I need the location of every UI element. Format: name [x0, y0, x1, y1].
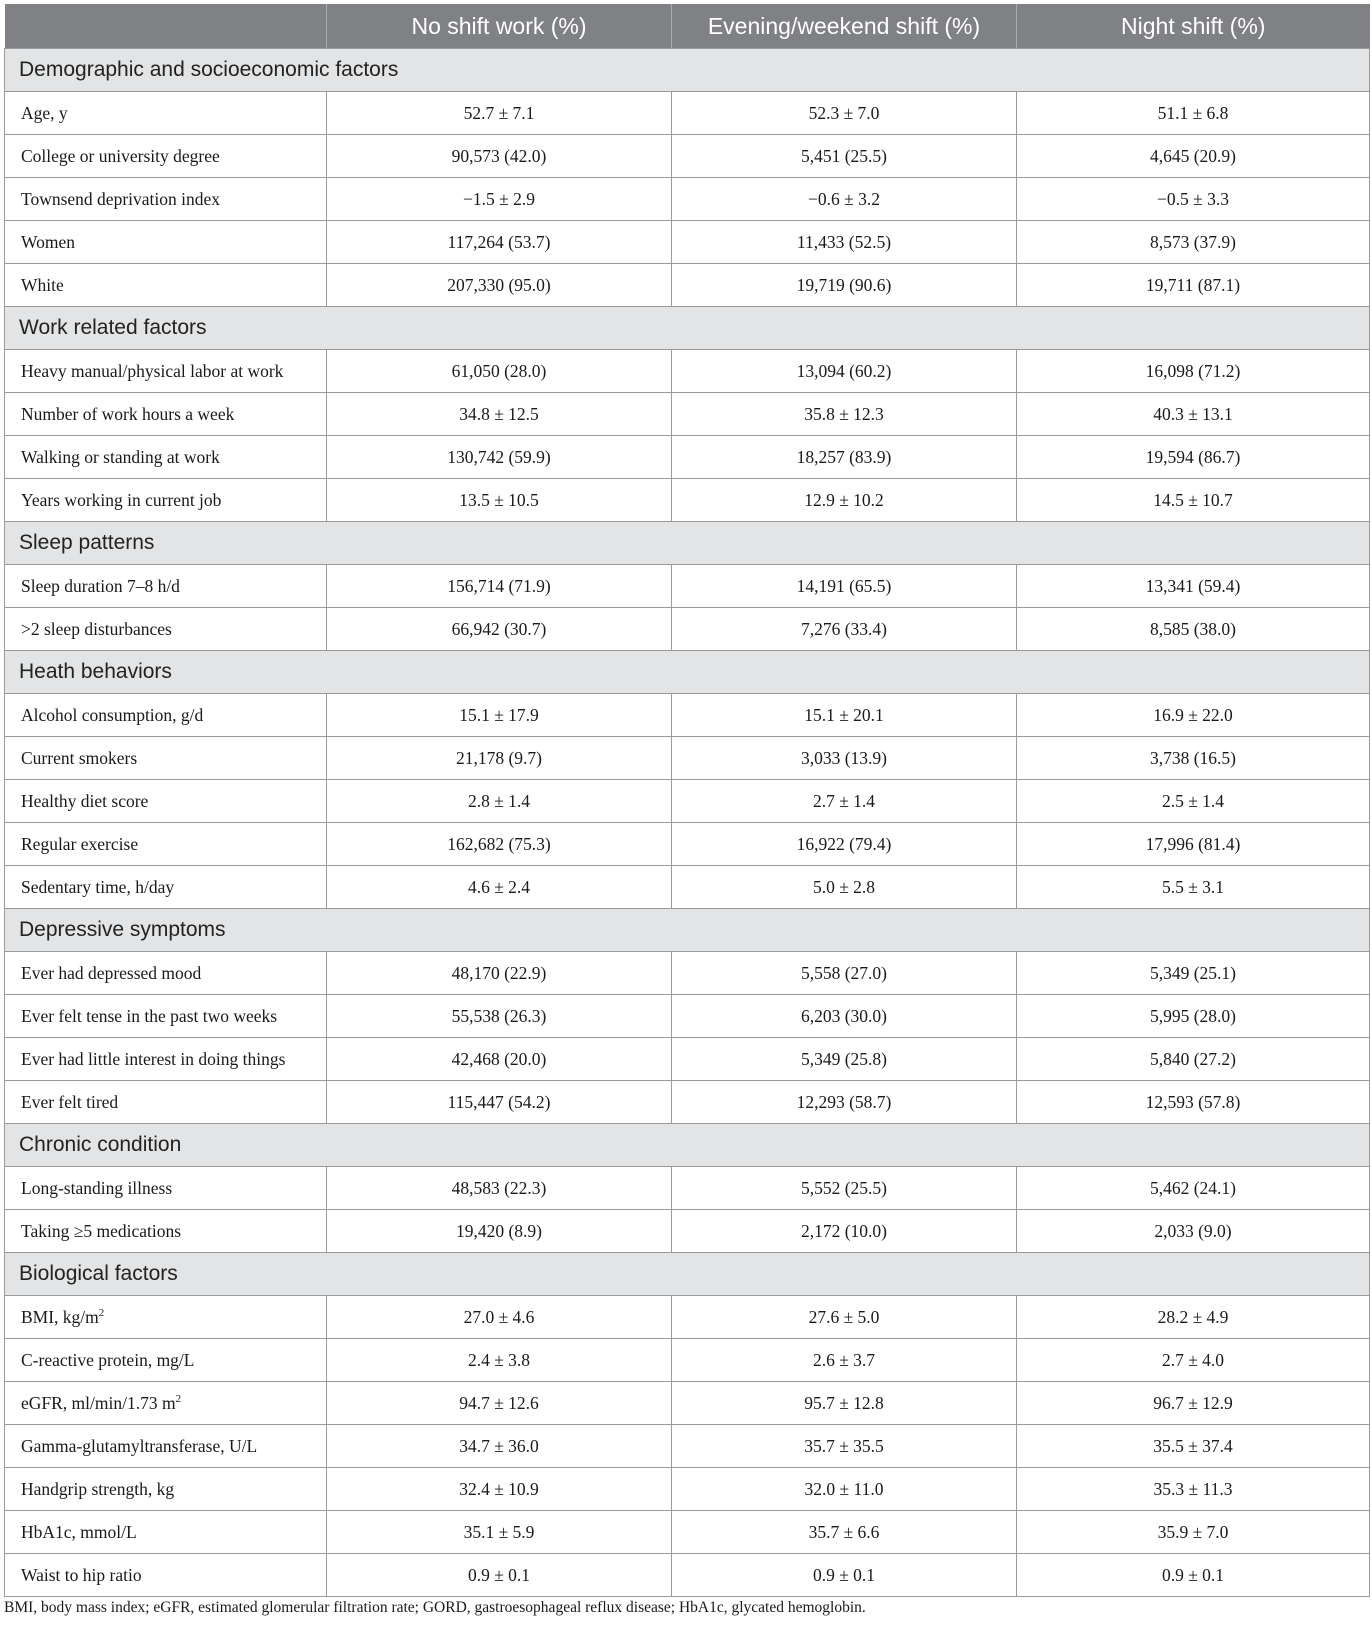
row-label: Handgrip strength, kg	[21, 1478, 175, 1499]
row-label: Healthy diet score	[21, 790, 149, 811]
value-cell: 2,033 (9.0)	[1017, 1210, 1370, 1253]
table-row	[5, 694, 1370, 737]
value-cell: 4,645 (20.9)	[1017, 135, 1370, 178]
value-cell: 52.7 ± 7.1	[327, 92, 672, 135]
value-cell: 5,349 (25.1)	[1017, 952, 1370, 995]
data-table	[4, 4, 1370, 1597]
value-cell: 28.2 ± 4.9	[1017, 1296, 1370, 1339]
value-cell: 156,714 (71.9)	[327, 565, 672, 608]
row-label-cell	[5, 866, 327, 909]
row-label: Walking or standing at work	[21, 446, 220, 467]
table-row	[5, 436, 1370, 479]
value-cell: 2.6 ± 3.7	[672, 1339, 1017, 1382]
row-label: College or university degree	[21, 145, 220, 166]
section-row	[5, 49, 1370, 92]
value-cell: 34.7 ± 36.0	[327, 1425, 672, 1468]
row-label: HbA1c, mmol/L	[21, 1521, 137, 1542]
value-cell: 96.7 ± 12.9	[1017, 1382, 1370, 1425]
value-cell: 2.4 ± 3.8	[327, 1339, 672, 1382]
row-label-cell	[5, 1554, 327, 1597]
section-row	[5, 522, 1370, 565]
table-row	[5, 780, 1370, 823]
value-cell: 15.1 ± 20.1	[672, 694, 1017, 737]
value-cell: 4.6 ± 2.4	[327, 866, 672, 909]
row-label-cell	[5, 1425, 327, 1468]
value-cell: 51.1 ± 6.8	[1017, 92, 1370, 135]
value-cell: −0.5 ± 3.3	[1017, 178, 1370, 221]
value-cell: 117,264 (53.7)	[327, 221, 672, 264]
value-cell: 0.9 ± 0.1	[672, 1554, 1017, 1597]
table-row	[5, 1554, 1370, 1597]
value-cell: 94.7 ± 12.6	[327, 1382, 672, 1425]
row-label: Heavy manual/physical labor at work	[21, 360, 284, 381]
row-label-cell	[5, 1210, 327, 1253]
header-cell-no-shift: No shift work (%)	[327, 4, 672, 49]
row-label-cell	[5, 1167, 327, 1210]
value-cell: 2.8 ± 1.4	[327, 780, 672, 823]
value-cell: 16.9 ± 22.0	[1017, 694, 1370, 737]
row-label-cell	[5, 1296, 327, 1339]
row-label-cell	[5, 221, 327, 264]
value-cell: 32.0 ± 11.0	[672, 1468, 1017, 1511]
section-title: Sleep patterns	[5, 522, 1370, 565]
value-cell: 5.0 ± 2.8	[672, 866, 1017, 909]
value-cell: 0.9 ± 0.1	[327, 1554, 672, 1597]
value-cell: 115,447 (54.2)	[327, 1081, 672, 1124]
table-row	[5, 350, 1370, 393]
value-cell: 11,433 (52.5)	[672, 221, 1017, 264]
value-cell: 12,293 (58.7)	[672, 1081, 1017, 1124]
value-cell: 66,942 (30.7)	[327, 608, 672, 651]
value-cell: 8,573 (37.9)	[1017, 221, 1370, 264]
value-cell: 3,033 (13.9)	[672, 737, 1017, 780]
table-row	[5, 393, 1370, 436]
value-cell: 34.8 ± 12.5	[327, 393, 672, 436]
table-footnote: BMI, body mass index; eGFR, estimated glomerular filtration rate; GORD, gastroesophageal reflux disease; HbA1c, glycated hemoglobin.	[4, 1599, 866, 1616]
value-cell: 17,996 (81.4)	[1017, 823, 1370, 866]
value-cell: 27.6 ± 5.0	[672, 1296, 1017, 1339]
row-label-cell	[5, 565, 327, 608]
value-cell: 12.9 ± 10.2	[672, 479, 1017, 522]
value-cell: 16,922 (79.4)	[672, 823, 1017, 866]
value-cell: 2.7 ± 1.4	[672, 780, 1017, 823]
row-label: >2 sleep disturbances	[21, 618, 172, 639]
table-row	[5, 1339, 1370, 1382]
value-cell: 5,462 (24.1)	[1017, 1167, 1370, 1210]
table-row	[5, 866, 1370, 909]
row-label-superscript: 2	[98, 1306, 105, 1319]
value-cell: 40.3 ± 13.1	[1017, 393, 1370, 436]
value-cell: 7,276 (33.4)	[672, 608, 1017, 651]
value-cell: 21,178 (9.7)	[327, 737, 672, 780]
value-cell: 2.5 ± 1.4	[1017, 780, 1370, 823]
section-row	[5, 909, 1370, 952]
row-label: C-reactive protein, mg/L	[21, 1349, 195, 1370]
value-cell: 35.1 ± 5.9	[327, 1511, 672, 1554]
header-cell-evening-weekend: Evening/weekend shift (%)	[672, 4, 1017, 49]
value-cell: 35.3 ± 11.3	[1017, 1468, 1370, 1511]
table-row	[5, 1167, 1370, 1210]
row-label-cell	[5, 995, 327, 1038]
section-title: Heath behaviors	[5, 651, 1370, 694]
row-label: Years working in current job	[21, 489, 222, 510]
row-label-cell	[5, 135, 327, 178]
row-label-cell	[5, 780, 327, 823]
value-cell: 48,583 (22.3)	[327, 1167, 672, 1210]
value-cell: 5,451 (25.5)	[672, 135, 1017, 178]
section-row	[5, 307, 1370, 350]
row-label-cell	[5, 952, 327, 995]
header-cell-night-shift: Night shift (%)	[1017, 4, 1370, 49]
row-label-cell	[5, 1038, 327, 1081]
row-label-cell	[5, 479, 327, 522]
value-cell: 32.4 ± 10.9	[327, 1468, 672, 1511]
table-row	[5, 1081, 1370, 1124]
section-title: Chronic condition	[5, 1124, 1370, 1167]
section-row	[5, 1124, 1370, 1167]
row-label-cell	[5, 1468, 327, 1511]
table-row	[5, 565, 1370, 608]
section-title: Biological factors	[5, 1253, 1370, 1296]
value-cell: 5.5 ± 3.1	[1017, 866, 1370, 909]
value-cell: 35.9 ± 7.0	[1017, 1511, 1370, 1554]
value-cell: 130,742 (59.9)	[327, 436, 672, 479]
section-row	[5, 1253, 1370, 1296]
row-label-cell	[5, 823, 327, 866]
row-label: Ever had depressed mood	[21, 962, 202, 983]
table-row	[5, 1425, 1370, 1468]
value-cell: 19,711 (87.1)	[1017, 264, 1370, 307]
table-row	[5, 1468, 1370, 1511]
value-cell: 207,330 (95.0)	[327, 264, 672, 307]
row-label-cell	[5, 92, 327, 135]
value-cell: 5,349 (25.8)	[672, 1038, 1017, 1081]
table-row	[5, 479, 1370, 522]
row-label-cell	[5, 694, 327, 737]
row-label: Age, y	[21, 102, 68, 123]
row-label: Current smokers	[21, 747, 138, 768]
value-cell: −0.6 ± 3.2	[672, 178, 1017, 221]
table-row	[5, 737, 1370, 780]
row-label: Sleep duration 7–8 h/d	[21, 575, 180, 596]
row-label: Taking ≥5 medications	[21, 1220, 182, 1241]
row-label: Ever felt tired	[21, 1091, 119, 1112]
row-label: Townsend deprivation index	[21, 188, 221, 209]
row-label: White	[21, 274, 64, 295]
value-cell: 3,738 (16.5)	[1017, 737, 1370, 780]
section-title: Work related factors	[5, 307, 1370, 350]
value-cell: 13,094 (60.2)	[672, 350, 1017, 393]
value-cell: 61,050 (28.0)	[327, 350, 672, 393]
value-cell: 95.7 ± 12.8	[672, 1382, 1017, 1425]
row-label: Waist to hip ratio	[21, 1564, 142, 1585]
table-row	[5, 264, 1370, 307]
table-row	[5, 221, 1370, 264]
row-label: Gamma-glutamyltransferase, U/L	[21, 1435, 258, 1456]
value-cell: 27.0 ± 4.6	[327, 1296, 672, 1339]
value-cell: 5,558 (27.0)	[672, 952, 1017, 995]
value-cell: 35.8 ± 12.3	[672, 393, 1017, 436]
section-title: Demographic and socioeconomic factors	[5, 49, 1370, 92]
row-label: Ever felt tense in the past two weeks	[21, 1005, 278, 1026]
header-cell-label	[5, 4, 327, 49]
value-cell: 2,172 (10.0)	[672, 1210, 1017, 1253]
row-label-cell	[5, 1081, 327, 1124]
value-cell: 55,538 (26.3)	[327, 995, 672, 1038]
table-row	[5, 608, 1370, 651]
value-cell: 5,995 (28.0)	[1017, 995, 1370, 1038]
table-row	[5, 92, 1370, 135]
table-row	[5, 952, 1370, 995]
row-label: Women	[21, 231, 75, 252]
row-label-cell	[5, 608, 327, 651]
table-row	[5, 1210, 1370, 1253]
table-row	[5, 135, 1370, 178]
value-cell: 5,552 (25.5)	[672, 1167, 1017, 1210]
row-label-cell	[5, 393, 327, 436]
value-cell: −1.5 ± 2.9	[327, 178, 672, 221]
table-container	[4, 4, 1370, 1597]
value-cell: 5,840 (27.2)	[1017, 1038, 1370, 1081]
value-cell: 19,420 (8.9)	[327, 1210, 672, 1253]
row-label-cell	[5, 264, 327, 307]
table-row	[5, 1038, 1370, 1081]
row-label-superscript: 2	[175, 1392, 182, 1405]
table-row	[5, 178, 1370, 221]
value-cell: 52.3 ± 7.0	[672, 92, 1017, 135]
section-row	[5, 651, 1370, 694]
value-cell: 6,203 (30.0)	[672, 995, 1017, 1038]
value-cell: 35.7 ± 6.6	[672, 1511, 1017, 1554]
row-label-cell	[5, 178, 327, 221]
value-cell: 90,573 (42.0)	[327, 135, 672, 178]
row-label-cell	[5, 436, 327, 479]
row-label-cell	[5, 1339, 327, 1382]
row-label: Regular exercise	[21, 833, 139, 854]
value-cell: 13.5 ± 10.5	[327, 479, 672, 522]
row-label-cell	[5, 1382, 327, 1425]
row-label: Alcohol consumption, g/d	[21, 704, 204, 725]
row-label: BMI, kg/m	[21, 1306, 99, 1327]
row-label: Ever had little interest in doing things	[21, 1048, 286, 1069]
row-label: Sedentary time, h/day	[21, 876, 175, 897]
value-cell: 19,594 (86.7)	[1017, 436, 1370, 479]
row-label-cell	[5, 1511, 327, 1554]
table-row	[5, 823, 1370, 866]
header-row	[5, 4, 1370, 49]
table-row	[5, 995, 1370, 1038]
table-row	[5, 1382, 1370, 1425]
row-label: Number of work hours a week	[21, 403, 235, 424]
value-cell: 35.5 ± 37.4	[1017, 1425, 1370, 1468]
value-cell: 13,341 (59.4)	[1017, 565, 1370, 608]
value-cell: 16,098 (71.2)	[1017, 350, 1370, 393]
row-label: eGFR, ml/min/1.73 m	[21, 1392, 176, 1413]
value-cell: 42,468 (20.0)	[327, 1038, 672, 1081]
row-label: Long-standing illness	[21, 1177, 173, 1198]
value-cell: 162,682 (75.3)	[327, 823, 672, 866]
value-cell: 12,593 (57.8)	[1017, 1081, 1370, 1124]
value-cell: 14,191 (65.5)	[672, 565, 1017, 608]
section-title: Depressive symptoms	[5, 909, 1370, 952]
value-cell: 48,170 (22.9)	[327, 952, 672, 995]
table-row	[5, 1296, 1370, 1339]
value-cell: 0.9 ± 0.1	[1017, 1554, 1370, 1597]
value-cell: 18,257 (83.9)	[672, 436, 1017, 479]
value-cell: 35.7 ± 35.5	[672, 1425, 1017, 1468]
value-cell: 8,585 (38.0)	[1017, 608, 1370, 651]
table-body	[5, 49, 1370, 1597]
value-cell: 2.7 ± 4.0	[1017, 1339, 1370, 1382]
value-cell: 14.5 ± 10.7	[1017, 479, 1370, 522]
value-cell: 19,719 (90.6)	[672, 264, 1017, 307]
value-cell: 15.1 ± 17.9	[327, 694, 672, 737]
row-label-cell	[5, 350, 327, 393]
row-label-cell	[5, 737, 327, 780]
table-row	[5, 1511, 1370, 1554]
